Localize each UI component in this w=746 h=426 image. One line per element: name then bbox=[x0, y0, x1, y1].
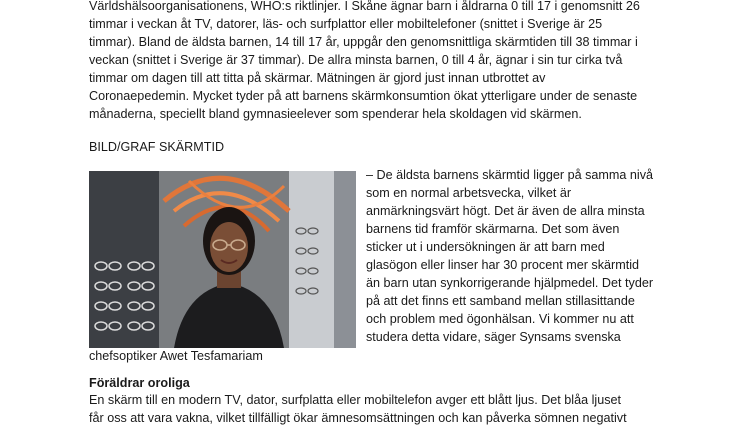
paragraph-line: Världshälsoorganisationens, WHO:s riktlinjer. I Skåne ägnar barn i åldrarna 0 till 17 i genomsnitt 26 bbox=[89, 0, 640, 13]
photo-caption: chefsoptiker Awet Tesfamariam bbox=[89, 349, 263, 363]
quote-line: glasögon eller linser har 30 procent mer skärmtid bbox=[366, 258, 639, 272]
paragraph-line: timmar om dagen till att titta på skärmar. Mätningen är gjord just innan utbrottet av bbox=[89, 71, 546, 85]
paragraph-line: veckan (snittet i Sverige är 37 timmar). De allra minsta barnen, 0 till 4 år, ägnar i sin tur cirka två bbox=[89, 53, 623, 67]
paragraph-line: timmar). Bland de äldsta barnen, 14 till 17 år, uppgår den genomsnittliga skärmtiden till 38 timmar i bbox=[89, 35, 638, 49]
quote-line: än barn utan synkorrigerande hjälpmedel. Det tyder bbox=[366, 276, 654, 290]
quote-line: barnens tid framför skärmarna. Det som även bbox=[366, 222, 620, 236]
quote-line: anmärkningsvärt högt. Det är även de allra minsta bbox=[366, 204, 645, 218]
paragraph-line: månaderna, speciellt bland gymnasieelever som spenderar hela skoldagen vid skärmen. bbox=[89, 107, 582, 121]
paragraph-line: Coronaepedemin. Mycket tyder på att barnens skärmkonsumtion ökat ytterligare under de senaste bbox=[89, 89, 638, 103]
quote-line: på att det finns ett samband mellan stillasittande bbox=[366, 294, 635, 308]
quote-line: och problem med ögonhälsan. Vi kommer nu att bbox=[366, 312, 634, 326]
paragraph-line: får oss att vara vakna, vilket tillfälligt ökar ämnesomsättningen och kan påverka sömnen negativt bbox=[89, 411, 627, 425]
quote-line: studera detta vidare, säger Synsams svenska bbox=[366, 330, 621, 344]
quote-line: – De äldsta barnens skärmtid ligger på samma nivå bbox=[366, 168, 653, 182]
quote-line: sticker ut i undersökningen är att barn med bbox=[366, 240, 605, 254]
paragraph-line: En skärm till en modern TV, dator, surfplatta eller mobiltelefon avger ett blått ljus. Det blåa ljuset bbox=[89, 393, 622, 407]
portrait-photo-icon bbox=[89, 171, 356, 348]
image-placeholder-heading: BILD/GRAF SKÄRMTID bbox=[89, 140, 225, 154]
quote-line: som en normal arbetsvecka, vilket är bbox=[366, 186, 572, 200]
paragraph-line: timmar i veckan åt TV, datorer, läs- och surfplattor eller mobiltelefoner (snittet i Sverige är 25 bbox=[89, 17, 603, 31]
section-heading: Föräldrar oroliga bbox=[89, 376, 190, 390]
